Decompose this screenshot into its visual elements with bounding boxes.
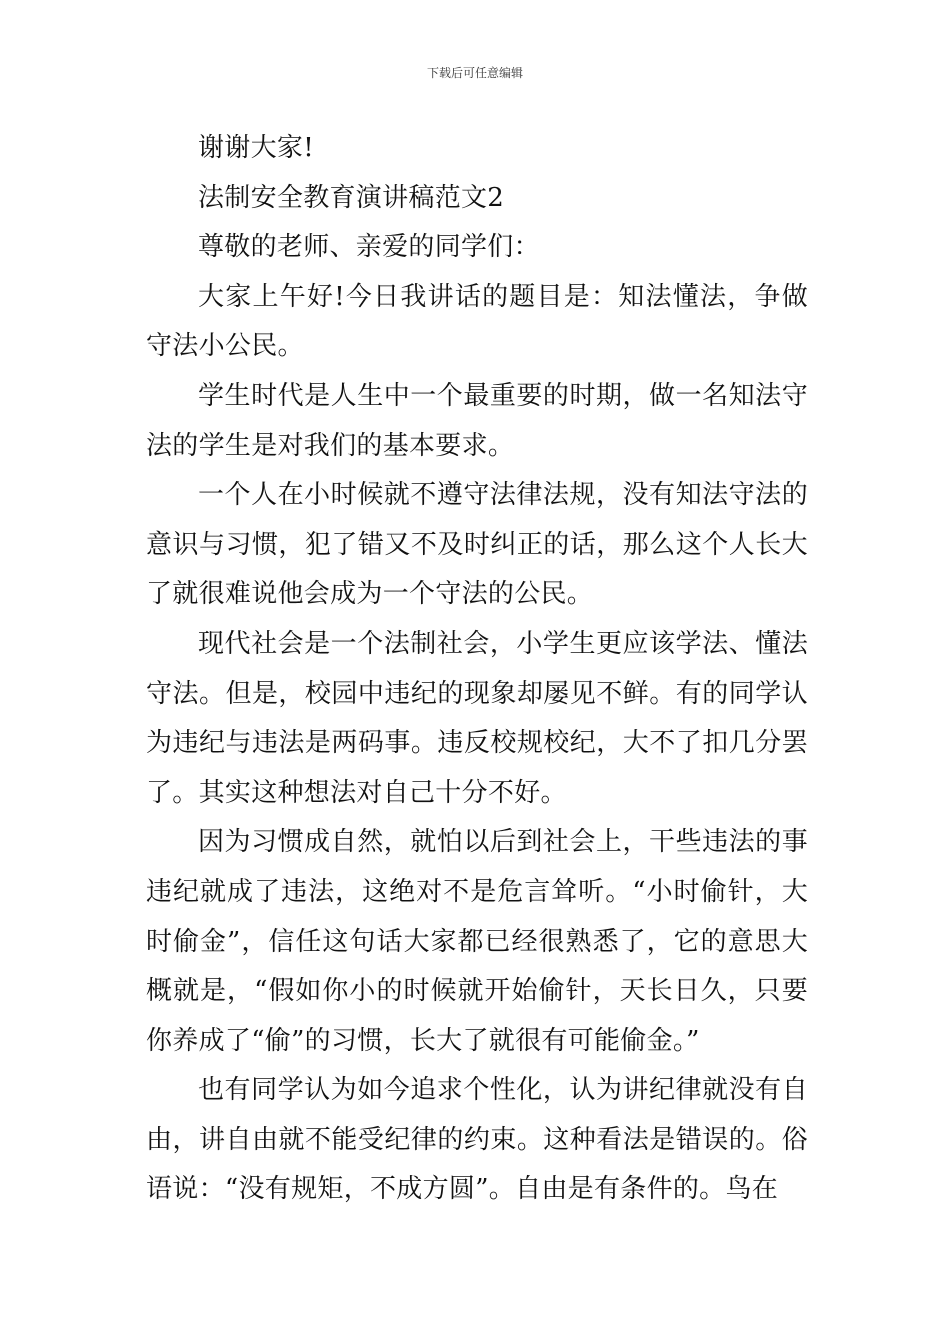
paragraph-freedom-discipline: 也有同学认为如今追求个性化，认为讲纪律就没有自由，讲自由就不能受纪律的约束。这种看法是错误的。俗语说：“没有规矩，不成方圆”。自由是有条件的。鸟在 bbox=[146, 1075, 808, 1205]
paragraph-student-era: 学生时代是人生中一个最重要的时期，做一名知法守法的学生是对我们的基本要求。 bbox=[146, 380, 808, 461]
paragraph-section-title: 法制安全教育演讲稿范文2 bbox=[198, 182, 505, 213]
paragraph-legal-society: 现代社会是一个法制社会，小学生更应该学法、懂法守法。但是，校园中违纪的现象却屡见不鲜。有的同学认为违纪与违法是两码事。违反校规校纪，大不了扣几分罢了。其实这种想法对自己十分不好。 bbox=[146, 628, 808, 808]
paragraph-habit-nature: 因为习惯成自然，就怕以后到社会上，干些违法的事违纪就成了违法，这绝对不是危言耸听。“小时偷针，大时偷金”，信任这句话大家都已经很熟悉了，它的意思大概就是，“假如你小的时候就开始偷针，天长日久，只要你养成了“偷”的习惯，长大了就很有可能偷金。” bbox=[146, 827, 808, 1056]
document-body bbox=[146, 124, 808, 1215]
paragraph-childhood-habits: 一个人在小时候就不遵守法律法规，没有知法守法的意识与习惯，犯了错又不及时纠正的话，那么这个人长大了就很难说他会成为一个守法的公民。 bbox=[146, 480, 808, 610]
paragraph-salutation: 尊敬的老师、亲爱的同学们： bbox=[198, 232, 540, 263]
page-header-note: 下载后可任意编辑 bbox=[426, 66, 523, 80]
paragraph-greeting-topic: 大家上午好!今日我讲话的题目是：知法懂法，争做守法小公民。 bbox=[146, 281, 808, 362]
paragraph-closing-thanks: 谢谢大家! bbox=[198, 133, 314, 163]
